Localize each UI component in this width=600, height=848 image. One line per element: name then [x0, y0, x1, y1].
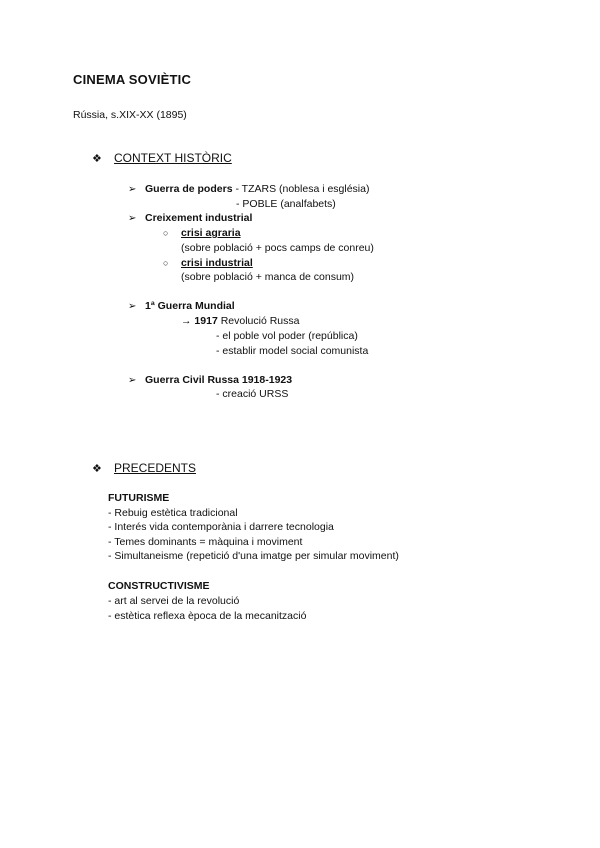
guerra-mundial-point2: - establir model social comunista: [216, 345, 369, 357]
section-context-heading: [92, 152, 232, 165]
document-subtitle: Rússia, s.XIX-XX (1895): [73, 109, 187, 121]
crisi-industrial-label: crisi industrial: [181, 257, 253, 269]
guerra-poders-label: Guerra de poders: [145, 183, 233, 195]
section-precedents-label: PRECEDENTS: [114, 461, 197, 475]
item-guerra-civil: [128, 375, 292, 386]
guerra-poders-line2: - POBLE (analfabets): [236, 198, 336, 210]
section-context-label: CONTEXT HISTÒRIC: [114, 151, 232, 165]
guerra-civil-point1: - creació URSS: [216, 388, 289, 400]
circle-bullet-icon: ○: [163, 228, 169, 238]
futurisme-item: - Rebuig estètica tradicional: [108, 507, 238, 519]
section-precedents-heading: [92, 462, 196, 475]
sub-item-crisi-industrial: [163, 258, 253, 269]
futurisme-item: - Temes dominants = màquina i moviment: [108, 536, 303, 548]
futurisme-title: FUTURISME: [108, 492, 170, 504]
guerra-civil-label: Guerra Civil Russa 1918-1923: [145, 374, 293, 386]
arrow-bullet-icon: ➢: [128, 213, 137, 224]
circle-bullet-icon: ○: [163, 258, 169, 268]
crisi-agraria-desc: (sobre població + pocs camps de conreu): [181, 242, 374, 254]
diamond-bullet-icon: ❖: [92, 463, 102, 475]
arrow-bullet-icon: ➢: [128, 375, 137, 386]
futurisme-item: - Simultaneisme (repetició d'una imatge per simular moviment): [108, 550, 399, 562]
guerra-mundial-point1: - el poble vol poder (república): [216, 330, 358, 342]
futurisme-item: - Interés vida contemporània i darrere tecnologia: [108, 521, 334, 533]
constructivisme-title: CONSTRUCTIVISME: [108, 580, 210, 592]
arrow-bullet-icon: ➢: [128, 301, 137, 312]
item-guerra-mundial: [128, 301, 235, 312]
guerra-mundial-revolucio: [181, 316, 299, 327]
guerra-mundial-label: 1ª Guerra Mundial: [145, 300, 235, 312]
crisi-agraria-label: crisi agraria: [181, 227, 241, 239]
creixement-label: Creixement industrial: [145, 212, 253, 224]
crisi-industrial-desc: (sobre població + manca de consum): [181, 271, 355, 283]
constructivisme-item: - art al servei de la revolució: [108, 595, 240, 607]
item-guerra-poders: [128, 184, 369, 195]
diamond-bullet-icon: ❖: [92, 153, 102, 165]
arrow-bullet-icon: ➢: [128, 184, 137, 195]
guerra-poders-line1: - TZARS (noblesa i església): [232, 183, 370, 195]
item-creixement: [128, 213, 252, 224]
revolucio-event: Revolució Russa: [217, 315, 300, 327]
constructivisme-item: - estètica reflexa època de la mecanització: [108, 610, 307, 622]
right-arrow-icon: →: [181, 315, 192, 327]
sub-item-crisi-agraria: [163, 228, 241, 239]
revolucio-year: 1917: [194, 315, 218, 327]
document-title: CINEMA SOVIÈTIC: [73, 72, 192, 87]
